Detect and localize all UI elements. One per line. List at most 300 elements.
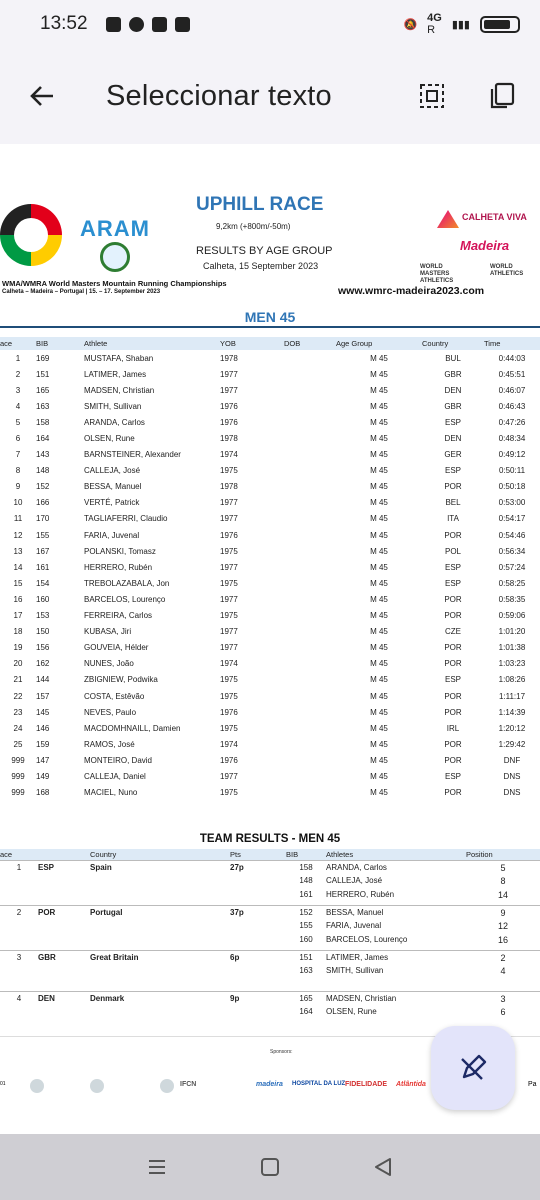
country-cell: ESP	[444, 578, 461, 588]
team-athlete-cell: ARANDA, Carlos	[326, 861, 466, 875]
age-group-cell: M 45	[370, 659, 388, 669]
team-position-cell: 5	[466, 861, 540, 875]
time-cell: 0:57:24	[498, 562, 526, 572]
team-row	[0, 919, 540, 933]
battery-icon	[480, 16, 520, 33]
sponsor-atlantida: Atlântida	[396, 1081, 426, 1088]
wma-subtitle: Calheta – Madeira – Portugal | 15. – 17. September 2023	[2, 289, 161, 295]
empty-cell	[38, 919, 90, 933]
time-cell: 1:03:23	[498, 659, 526, 669]
country-cell: POR	[444, 707, 462, 717]
table-row	[0, 479, 540, 495]
athlete-cell: NEVES, Paulo	[84, 707, 137, 717]
yob-cell: 1974	[220, 450, 238, 460]
country-cell: POR	[444, 643, 462, 653]
bib-cell: 151	[36, 369, 50, 379]
team-row	[0, 861, 540, 875]
race-distance: 9,2km (+800m/-50m)	[216, 222, 291, 231]
team-country-cell: Portugal	[90, 905, 230, 919]
place-cell: 3	[15, 385, 21, 395]
team-row	[0, 933, 540, 947]
empty-cell	[90, 1005, 230, 1019]
time-cell: 1:29:42	[498, 739, 526, 749]
dob-cell	[284, 350, 336, 366]
place-cell: 2	[15, 369, 21, 379]
bib-cell: 164	[36, 434, 50, 444]
calheta-logo: CALHETA VIVA	[462, 212, 527, 222]
team-athlete-cell: CALLEJA, José	[326, 876, 383, 886]
dob-cell	[284, 704, 336, 720]
select-all-button[interactable]	[412, 76, 452, 116]
empty-cell	[0, 1005, 38, 1019]
age-group-cell: M 45	[370, 385, 388, 395]
empty-cell	[90, 964, 230, 978]
sponsors-label: Sponsors:	[270, 1049, 293, 1055]
aram-logo: ARAM	[80, 216, 150, 241]
athlete-cell: OLSEN, Rune	[84, 434, 135, 444]
bib-cell: 166	[36, 498, 50, 508]
athlete-cell: RAMOS, José	[84, 739, 135, 749]
country-cell: BUL	[445, 353, 461, 363]
table-row	[0, 640, 540, 656]
empty-cell	[90, 919, 230, 933]
dob-cell	[284, 463, 336, 479]
team-results-title: TEAM RESULTS - MEN 45	[199, 832, 341, 845]
time-cell: 0:56:34	[498, 546, 526, 556]
athlete-cell: FARIA, Juvenal	[84, 530, 140, 540]
team-country-cell: Spain	[90, 861, 230, 875]
chat-icon	[106, 17, 121, 32]
back-arrow-icon	[28, 82, 56, 110]
empty-cell	[230, 964, 286, 978]
status-bar	[0, 0, 540, 48]
place-cell: 25	[13, 739, 23, 749]
place-cell: 1	[15, 353, 21, 363]
time-cell: 0:46:43	[498, 401, 526, 411]
empty-cell	[90, 933, 230, 947]
bib-cell: 165	[36, 385, 50, 395]
time-cell: DNS	[503, 788, 521, 798]
select-all-icon	[417, 81, 447, 111]
team-col-pts: Pts	[230, 849, 286, 861]
team-position-cell: 14	[497, 889, 508, 900]
country-cell: DEN	[444, 385, 462, 395]
place-cell: 23	[13, 707, 23, 717]
time-cell: 0:59:06	[498, 611, 526, 621]
team-row	[0, 991, 540, 1005]
country-cell: GBR	[444, 401, 462, 411]
bib-cell: 146	[36, 723, 50, 733]
country-cell: ESP	[444, 675, 461, 685]
time-cell: 0:53:00	[498, 498, 526, 508]
country-cell: ESP	[444, 771, 461, 781]
athlete-cell: HERRERO, Rubén	[84, 562, 153, 572]
yob-cell: 1977	[220, 385, 238, 395]
copy-button[interactable]	[482, 76, 522, 116]
dob-cell	[284, 656, 336, 672]
team-row	[0, 1005, 540, 1019]
country-cell: DEN	[444, 434, 462, 444]
athlete-cell: BARNSTEINER, Alexander	[84, 450, 181, 460]
place-cell: 999	[11, 755, 25, 765]
team-bib-cell: 161	[299, 889, 313, 899]
yob-cell: 1978	[220, 482, 238, 492]
yob-cell: 1976	[220, 417, 238, 427]
team-code-cell: ESP	[38, 861, 90, 875]
dob-cell	[284, 414, 336, 430]
dob-cell	[284, 640, 336, 656]
table-row	[0, 382, 540, 398]
age-group-cell: M 45	[370, 691, 388, 701]
calheta-logo-mark	[437, 210, 459, 228]
yob-cell: 1975	[220, 723, 238, 733]
dob-cell	[284, 752, 336, 768]
dob-cell	[284, 382, 336, 398]
athlete-cell: KUBASA, Jiri	[84, 627, 132, 637]
bib-cell: 145	[36, 707, 50, 717]
network-label: 4G R	[427, 12, 442, 36]
country-cell: GER	[444, 450, 462, 460]
yob-cell: 1977	[220, 562, 238, 572]
bib-cell: 152	[36, 482, 50, 492]
edit-fab[interactable]	[431, 1026, 515, 1110]
athlete-cell: ARANDA, Carlos	[84, 417, 145, 427]
age-group-cell: M 45	[370, 546, 388, 556]
table-row	[0, 704, 540, 720]
dob-cell	[284, 543, 336, 559]
dob-cell	[284, 688, 336, 704]
page-title: Seleccionar texto	[106, 79, 332, 112]
home-icon[interactable]	[260, 1157, 280, 1177]
bib-cell: 158	[36, 417, 50, 427]
results-col-country: Country	[422, 337, 484, 350]
team-position-cell: 8	[500, 876, 506, 887]
country-cell: ESP	[444, 562, 461, 572]
empty-cell	[230, 1005, 286, 1019]
time-cell: 0:46:07	[498, 385, 526, 395]
bib-cell: 168	[36, 788, 50, 798]
dob-cell	[284, 575, 336, 591]
empty-cell	[38, 964, 90, 978]
team-position-cell: 9	[466, 905, 540, 919]
place-cell: 20	[13, 659, 23, 669]
team-place-cell: 2	[0, 905, 38, 919]
country-cell: POR	[444, 659, 462, 669]
team-code-cell: GBR	[38, 950, 90, 964]
back-nav-icon[interactable]	[373, 1157, 393, 1177]
team-code-cell: DEN	[38, 991, 90, 1005]
team-country-cell: Great Britain	[90, 950, 230, 964]
team-col-place: ace	[0, 849, 38, 861]
time-cell: 0:49:12	[498, 450, 526, 460]
yob-cell: 1978	[220, 353, 238, 363]
bib-cell: 167	[36, 546, 50, 556]
age-group-cell: M 45	[370, 643, 388, 653]
age-group-cell: M 45	[370, 755, 388, 765]
empty-cell	[230, 919, 286, 933]
table-row	[0, 414, 540, 430]
team-athlete-cell: BESSA, Manuel	[326, 905, 466, 919]
time-cell: 1:11:17	[498, 691, 526, 701]
bib-cell: 144	[36, 675, 50, 685]
yob-cell: 1975	[220, 578, 238, 588]
yob-cell: 1975	[220, 675, 238, 685]
table-row	[0, 447, 540, 463]
place-cell: 7	[15, 450, 21, 460]
dob-cell	[284, 430, 336, 446]
place-cell: 18	[13, 627, 23, 637]
table-row	[0, 688, 540, 704]
athlete-cell: ZBIGNIEW, Podwika	[84, 675, 158, 685]
race-date: Calheta, 15 September 2023	[203, 261, 319, 271]
table-row	[0, 543, 540, 559]
document-view[interactable]	[0, 144, 540, 1134]
spacer-cell	[0, 977, 540, 991]
copy-icon	[487, 81, 517, 111]
results-header-row	[0, 337, 540, 350]
seal-logo	[100, 242, 130, 272]
empty-cell	[38, 1005, 90, 1019]
dob-cell	[284, 447, 336, 463]
bib-cell: 155	[36, 530, 50, 540]
facebook-icon	[175, 17, 190, 32]
age-group-cell: M 45	[370, 417, 388, 427]
dob-cell	[284, 366, 336, 382]
country-cell: BEL	[445, 498, 461, 508]
team-row	[0, 905, 540, 919]
dob-cell	[284, 559, 336, 575]
athlete-cell: TREBOLAZABALA, Jon	[84, 578, 170, 588]
place-cell: 19	[13, 643, 23, 653]
team-col-athletes: Athletes	[326, 849, 466, 861]
age-group-cell: M 45	[370, 450, 388, 460]
yob-cell: 1975	[220, 546, 238, 556]
table-row	[0, 575, 540, 591]
age-group-cell: M 45	[370, 594, 388, 604]
results-col-yob: YOB	[220, 337, 284, 350]
team-athlete-cell: FARIA, Juvenal	[326, 921, 382, 930]
age-group-cell: M 45	[370, 369, 388, 379]
place-cell: 999	[11, 771, 25, 781]
team-position-cell: 2	[466, 950, 540, 964]
team-pts-cell: 37p	[230, 905, 286, 919]
age-group-cell: M 45	[370, 514, 388, 524]
time-cell: 0:50:11	[498, 466, 526, 476]
bib-cell: 159	[36, 739, 50, 749]
place-cell: 14	[13, 562, 23, 572]
athlete-cell: COSTA, Estêvão	[84, 691, 145, 701]
place-cell: 17	[13, 611, 23, 621]
time-cell: 1:01:38	[498, 643, 526, 653]
team-position-cell: 4	[500, 965, 506, 976]
dob-cell	[284, 608, 336, 624]
section-title: MEN 45	[0, 306, 540, 328]
time-cell: 0:58:25	[498, 578, 526, 588]
empty-cell	[90, 888, 230, 902]
place-cell: 9	[15, 482, 21, 492]
empty-cell	[38, 888, 90, 902]
bib-cell: 156	[36, 643, 50, 653]
dob-cell	[284, 495, 336, 511]
athlete-cell: MADSEN, Christian	[84, 385, 155, 395]
dob-cell	[284, 398, 336, 414]
signal-icon: ▮▮▮	[451, 18, 470, 31]
place-cell: 24	[13, 723, 23, 733]
age-group-cell: M 45	[370, 707, 388, 717]
page-number-fragment: Pa	[528, 1081, 537, 1088]
place-cell: 13	[13, 546, 23, 556]
dob-cell	[284, 511, 336, 527]
table-row	[0, 608, 540, 624]
athlete-cell: GOUVEIA, Hélder	[84, 643, 149, 653]
yob-cell: 1977	[220, 498, 238, 508]
wmrc-logo	[0, 204, 62, 266]
team-country-cell: Denmark	[90, 991, 230, 1005]
recents-icon[interactable]	[147, 1157, 167, 1177]
wma-title: WMA/WMRA World Masters Mountain Running Championships	[2, 279, 227, 288]
age-group-cell: M 45	[370, 562, 388, 572]
team-bib-cell: 164	[299, 1006, 313, 1016]
athlete-cell: VERTÉ, Patrick	[84, 498, 140, 508]
time-cell: 1:08:26	[498, 675, 526, 685]
time-cell: 0:48:34	[498, 434, 526, 444]
yob-cell: 1976	[220, 530, 238, 540]
yob-cell: 1976	[220, 755, 238, 765]
yob-cell: 1975	[220, 788, 238, 798]
team-place-cell: 1	[0, 861, 38, 875]
sponsor-fidelidade: FIDELIDADE	[345, 1081, 387, 1088]
country-cell: POR	[444, 788, 462, 798]
dob-cell	[284, 768, 336, 784]
dob-cell	[284, 736, 336, 752]
results-table	[0, 337, 540, 801]
yob-cell: 1974	[220, 739, 238, 749]
team-row	[0, 950, 540, 964]
yob-cell: 1977	[220, 771, 238, 781]
yob-cell: 1977	[220, 369, 238, 379]
team-position-cell: 16	[497, 934, 508, 945]
country-cell: POR	[444, 594, 462, 604]
empty-cell	[230, 933, 286, 947]
team-place-cell: 4	[0, 991, 38, 1005]
country-cell: IRL	[446, 723, 460, 733]
results-col-athlete: Athlete	[84, 337, 220, 350]
time-cell: 0:50:18	[498, 482, 526, 492]
yob-cell: 1975	[220, 611, 238, 621]
country-cell: POR	[444, 739, 462, 749]
country-cell: POR	[444, 611, 462, 621]
bib-cell: 160	[36, 594, 50, 604]
athlete-cell: FERREIRA, Carlos	[84, 611, 153, 621]
table-row	[0, 398, 540, 414]
athlete-cell: MACDOMHNAILL, Damien	[84, 723, 181, 733]
sponsor-madeira: madeira	[256, 1081, 283, 1088]
place-cell: 8	[15, 466, 21, 476]
bib-cell: 147	[36, 755, 50, 765]
age-group-cell: M 45	[370, 482, 388, 492]
table-row	[0, 624, 540, 640]
athlete-cell: SMITH, Sullivan	[84, 401, 142, 411]
sponsor-seal-1	[30, 1079, 44, 1093]
race-title: UPHILL RACE	[196, 194, 324, 215]
athlete-cell: MUSTAFA, Shaban	[84, 353, 154, 363]
mute-icon: 🔕	[403, 18, 418, 31]
country-cell: POL	[444, 546, 461, 556]
sponsor-hospital: HOSPITAL DA LUZ	[292, 1081, 346, 1087]
results-by-age-group: RESULTS BY AGE GROUP	[196, 245, 333, 257]
bib-cell: 161	[36, 562, 50, 572]
table-row	[0, 463, 540, 479]
time-cell: 0:54:17	[498, 514, 526, 524]
results-col-time: Time	[484, 337, 540, 350]
age-group-cell: M 45	[370, 498, 388, 508]
spacer-cell	[0, 1019, 540, 1023]
athlete-cell: POLANSKI, Tomasz	[84, 546, 156, 556]
age-group-cell: M 45	[370, 723, 388, 733]
table-row	[0, 366, 540, 382]
team-pts-cell: 6p	[230, 950, 286, 964]
empty-cell	[230, 888, 286, 902]
team-position-cell: 6	[500, 1006, 506, 1017]
team-col-position: Position	[466, 849, 540, 861]
team-bib-cell: 155	[299, 921, 313, 930]
table-row	[0, 527, 540, 543]
table-row	[0, 768, 540, 784]
age-group-cell: M 45	[370, 788, 388, 798]
athlete-cell: MONTEIRO, David	[84, 755, 153, 765]
back-button[interactable]	[12, 66, 72, 126]
yob-cell: 1977	[220, 514, 238, 524]
age-group-cell: M 45	[370, 627, 388, 637]
bib-cell: 157	[36, 691, 50, 701]
bib-cell: 154	[36, 578, 50, 588]
place-cell: 10	[13, 498, 23, 508]
team-bib-cell: 148	[299, 876, 313, 886]
table-row	[0, 736, 540, 752]
country-cell: ESP	[444, 417, 461, 427]
dob-cell	[284, 720, 336, 736]
country-cell: POR	[444, 755, 462, 765]
place-cell: 4	[15, 401, 21, 411]
weather-icon	[129, 17, 144, 32]
age-group-cell: M 45	[370, 434, 388, 444]
place-cell: 22	[13, 691, 23, 701]
age-group-cell: M 45	[370, 530, 388, 540]
place-cell: 21	[13, 675, 23, 685]
world-masters-logo: WORLD MASTERS ATHLETICS	[420, 264, 454, 284]
bib-cell: 169	[36, 353, 50, 363]
dob-cell	[284, 785, 336, 801]
table-row	[0, 720, 540, 736]
place-cell: 5	[15, 417, 21, 427]
results-col-bib: BIB	[36, 337, 84, 350]
team-bib-cell: 165	[286, 991, 326, 1005]
team-athlete-cell: OLSEN, Rune	[326, 1006, 377, 1016]
empty-cell	[0, 874, 38, 888]
table-row	[0, 559, 540, 575]
bib-cell: 163	[36, 401, 50, 411]
yob-cell: 1974	[220, 659, 238, 669]
toolbar	[0, 48, 540, 144]
status-time: 13:52	[40, 13, 88, 34]
team-header-row	[0, 849, 540, 861]
team-athlete-cell: LATIMER, James	[326, 950, 466, 964]
age-group-cell: M 45	[370, 739, 388, 749]
country-cell: CZE	[445, 627, 461, 637]
table-row	[0, 591, 540, 607]
empty-cell	[0, 919, 38, 933]
status-right	[403, 12, 520, 36]
